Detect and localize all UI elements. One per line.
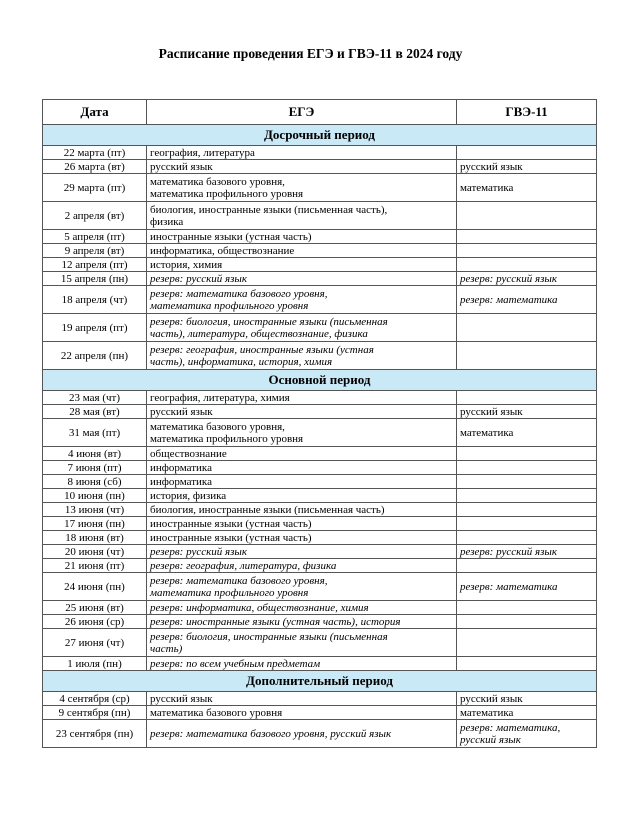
period-title: Основной период xyxy=(43,370,597,391)
ege-cell: обществознание xyxy=(147,447,457,461)
ege-cell: история, химия xyxy=(147,258,457,272)
date-cell: 1 июля (пн) xyxy=(43,657,147,671)
table-row xyxy=(43,174,597,202)
table-row xyxy=(43,286,597,314)
date-cell: 5 апреля (пт) xyxy=(43,230,147,244)
table-row xyxy=(43,706,597,720)
table-row xyxy=(43,405,597,419)
gve-cell xyxy=(457,461,597,475)
date-cell: 22 апреля (пн) xyxy=(43,342,147,370)
ege-cell: резерв: русский язык xyxy=(147,545,457,559)
schedule-table xyxy=(42,99,597,748)
date-cell: 12 апреля (пт) xyxy=(43,258,147,272)
table-row xyxy=(43,447,597,461)
gve-cell xyxy=(457,629,597,657)
table-row xyxy=(43,517,597,531)
date-cell: 28 мая (вт) xyxy=(43,405,147,419)
ege-cell: резерв: русский язык xyxy=(147,272,457,286)
gve-cell: резерв: математика xyxy=(457,286,597,314)
header-gve: ГВЭ-11 xyxy=(457,100,597,125)
header-ege: ЕГЭ xyxy=(147,100,457,125)
gve-cell xyxy=(457,342,597,370)
table-row xyxy=(43,531,597,545)
date-cell: 7 июня (пт) xyxy=(43,461,147,475)
table-row xyxy=(43,657,597,671)
table-row xyxy=(43,461,597,475)
ege-cell: резерв: математика базового уровня, математика профильного уровня xyxy=(147,573,457,601)
date-cell: 31 мая (пт) xyxy=(43,419,147,447)
table-row xyxy=(43,258,597,272)
ege-cell: русский язык xyxy=(147,405,457,419)
page-title: Расписание проведения ЕГЭ и ГВЭ-11 в 2024 году xyxy=(158,46,463,61)
date-cell: 4 июня (вт) xyxy=(43,447,147,461)
gve-cell xyxy=(457,391,597,405)
date-cell: 18 апреля (чт) xyxy=(43,286,147,314)
gve-cell xyxy=(457,230,597,244)
table-row xyxy=(43,573,597,601)
header-date: Дата xyxy=(43,100,147,125)
ege-cell: математика базового уровня, математика профильного уровня xyxy=(147,174,457,202)
table-row xyxy=(43,559,597,573)
date-cell: 4 сентября (ср) xyxy=(43,692,147,706)
date-cell: 20 июня (чт) xyxy=(43,545,147,559)
date-cell: 10 июня (пн) xyxy=(43,489,147,503)
date-cell: 21 июня (пт) xyxy=(43,559,147,573)
date-cell: 19 апреля (пт) xyxy=(43,314,147,342)
period-row xyxy=(43,671,597,692)
ege-cell: русский язык xyxy=(147,692,457,706)
gve-cell: резерв: математика, русский язык xyxy=(457,720,597,748)
ege-cell: иностранные языки (устная часть) xyxy=(147,517,457,531)
date-cell: 24 июня (пн) xyxy=(43,573,147,601)
date-cell: 25 июня (вт) xyxy=(43,601,147,615)
table-row xyxy=(43,615,597,629)
ege-cell: резерв: по всем учебным предметам xyxy=(147,657,457,671)
table-row xyxy=(43,629,597,657)
table-row xyxy=(43,601,597,615)
table-row xyxy=(43,244,597,258)
date-cell: 15 апреля (пн) xyxy=(43,272,147,286)
gve-cell xyxy=(457,517,597,531)
table-row xyxy=(43,503,597,517)
gve-cell xyxy=(457,531,597,545)
table-row xyxy=(43,314,597,342)
ege-cell: иностранные языки (устная часть) xyxy=(147,531,457,545)
ege-cell: география, литература, химия xyxy=(147,391,457,405)
period-row xyxy=(43,125,597,146)
table-row xyxy=(43,475,597,489)
date-cell: 23 сентября (пн) xyxy=(43,720,147,748)
gve-cell: резерв: математика xyxy=(457,573,597,601)
date-cell: 18 июня (вт) xyxy=(43,531,147,545)
table-row xyxy=(43,391,597,405)
ege-cell: информатика xyxy=(147,461,457,475)
date-cell: 23 мая (чт) xyxy=(43,391,147,405)
date-cell: 13 июня (чт) xyxy=(43,503,147,517)
table-row xyxy=(43,489,597,503)
ege-cell: география, литература xyxy=(147,146,457,160)
table-row xyxy=(43,146,597,160)
ege-cell: биология, иностранные языки (письменная часть) xyxy=(147,503,457,517)
table-row xyxy=(43,419,597,447)
gve-cell: резерв: русский язык xyxy=(457,272,597,286)
ege-cell: иностранные языки (устная часть) xyxy=(147,230,457,244)
table-row xyxy=(43,692,597,706)
gve-cell xyxy=(457,559,597,573)
gve-cell xyxy=(457,447,597,461)
ege-cell: резерв: информатика, обществознание, химия xyxy=(147,601,457,615)
date-cell: 26 марта (вт) xyxy=(43,160,147,174)
date-cell: 29 марта (пт) xyxy=(43,174,147,202)
ege-cell: резерв: иностранные языки (устная часть), история xyxy=(147,615,457,629)
gve-cell xyxy=(457,202,597,230)
period-title: Дополнительный период xyxy=(43,671,597,692)
table-row xyxy=(43,545,597,559)
gve-cell xyxy=(457,146,597,160)
gve-cell: русский язык xyxy=(457,692,597,706)
gve-cell xyxy=(457,475,597,489)
date-cell: 26 июня (ср) xyxy=(43,615,147,629)
table-row xyxy=(43,202,597,230)
date-cell: 8 июня (сб) xyxy=(43,475,147,489)
gve-cell xyxy=(457,314,597,342)
schedule-body xyxy=(43,125,597,748)
gve-cell xyxy=(457,489,597,503)
ege-cell: резерв: математика базового уровня, русский язык xyxy=(147,720,457,748)
date-cell: 27 июня (чт) xyxy=(43,629,147,657)
gve-cell: математика xyxy=(457,419,597,447)
ege-cell: история, физика xyxy=(147,489,457,503)
date-cell: 2 апреля (вт) xyxy=(43,202,147,230)
ege-cell: русский язык xyxy=(147,160,457,174)
ege-cell: биология, иностранные языки (письменная часть), физика xyxy=(147,202,457,230)
ege-cell: резерв: биология, иностранные языки (письменная часть) xyxy=(147,629,457,657)
ege-cell: информатика, обществознание xyxy=(147,244,457,258)
table-row xyxy=(43,160,597,174)
gve-cell xyxy=(457,657,597,671)
gve-cell xyxy=(457,615,597,629)
gve-cell: русский язык xyxy=(457,405,597,419)
gve-cell xyxy=(457,244,597,258)
ege-cell: резерв: биология, иностранные языки (письменная часть), литература, обществознание, физика xyxy=(147,314,457,342)
table-row xyxy=(43,230,597,244)
gve-cell: математика xyxy=(457,706,597,720)
gve-cell: русский язык xyxy=(457,160,597,174)
gve-cell: резерв: русский язык xyxy=(457,545,597,559)
gve-cell xyxy=(457,601,597,615)
table-row xyxy=(43,342,597,370)
ege-cell: резерв: география, литература, физика xyxy=(147,559,457,573)
ege-cell: математика базового уровня xyxy=(147,706,457,720)
gve-cell xyxy=(457,258,597,272)
date-cell: 9 апреля (вт) xyxy=(43,244,147,258)
gve-cell: математика xyxy=(457,174,597,202)
ege-cell: резерв: математика базового уровня, математика профильного уровня xyxy=(147,286,457,314)
date-cell: 9 сентября (пн) xyxy=(43,706,147,720)
table-row xyxy=(43,720,597,748)
gve-cell xyxy=(457,503,597,517)
table-header-row xyxy=(43,100,597,125)
date-cell: 22 марта (пт) xyxy=(43,146,147,160)
table-row xyxy=(43,272,597,286)
ege-cell: резерв: география, иностранные языки (устная часть), информатика, история, химия xyxy=(147,342,457,370)
ege-cell: математика базового уровня, математика профильного уровня xyxy=(147,419,457,447)
period-title: Досрочный период xyxy=(43,125,597,146)
date-cell: 17 июня (пн) xyxy=(43,517,147,531)
ege-cell: информатика xyxy=(147,475,457,489)
period-row xyxy=(43,370,597,391)
